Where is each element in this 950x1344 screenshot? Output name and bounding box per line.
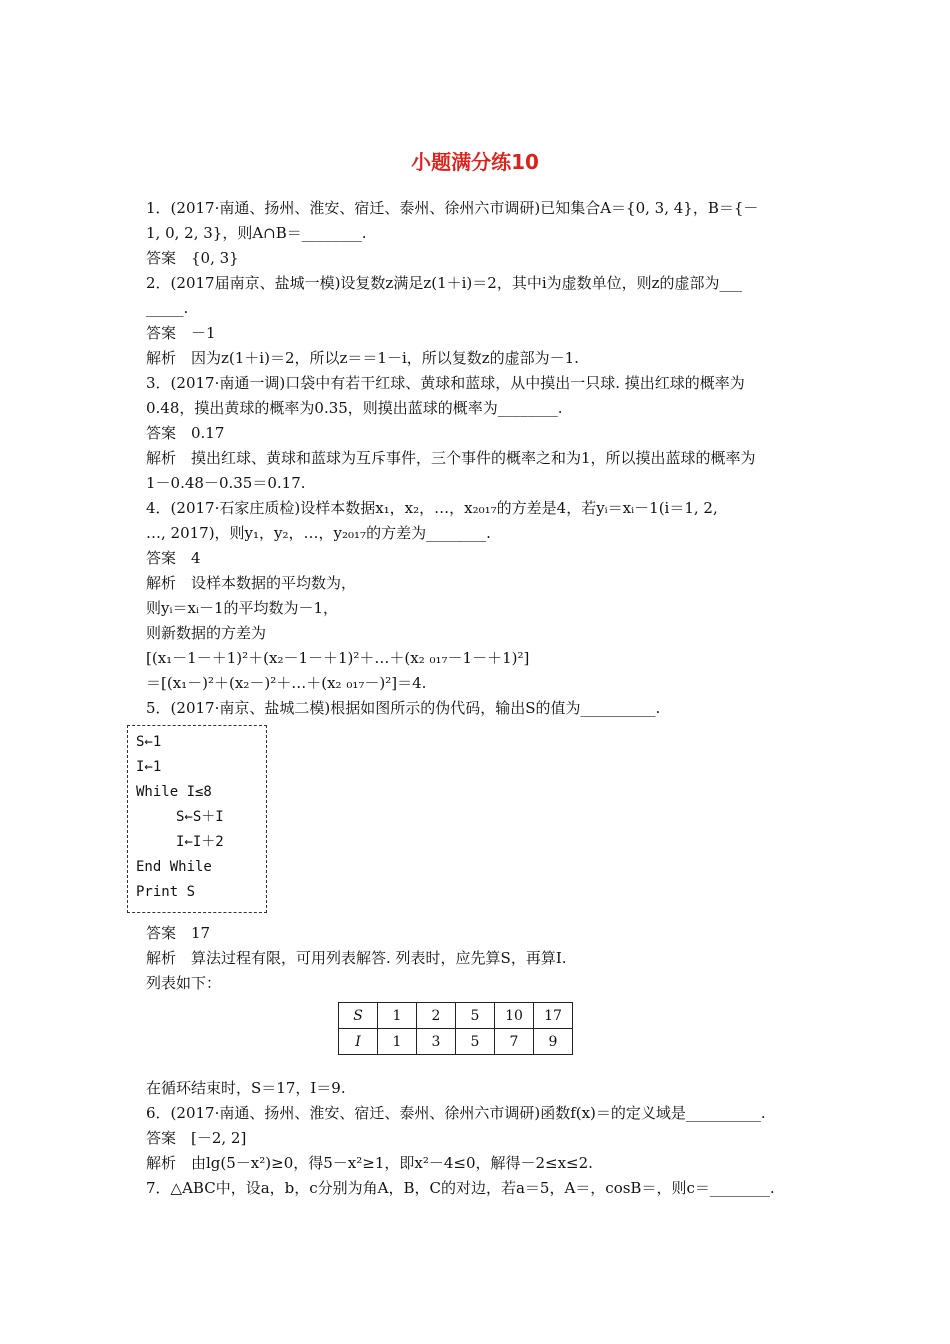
- text-line: _____.: [146, 299, 189, 317]
- table-cell: 5: [456, 1029, 495, 1055]
- block-questions-1-5: [146, 196, 814, 721]
- answer-line: 答案 {0, 3}: [146, 249, 239, 267]
- table-cell: 3: [417, 1029, 456, 1055]
- text-line: 1－0.48－0.35＝0.17.: [146, 474, 306, 492]
- text-line: 则yᵢ＝xᵢ－1的平均数为－1，: [146, 599, 339, 617]
- text-line: 4．(2017·石家庄质检)设样本数据x₁，x₂，…，x₂₀₁₇的方差是4，若yᵢ＝xᵢ－1(i＝1, 2,: [146, 499, 718, 517]
- answer-line: 答案 0.17: [146, 424, 225, 442]
- table-cell: 5: [456, 1003, 495, 1029]
- table-cell: 1: [378, 1029, 417, 1055]
- analysis-line: 解析 摸出红球、黄球和蓝球为互斥事件，三个事件的概率之和为1，所以摸出蓝球的概率为: [146, 449, 756, 467]
- table-row: [339, 1003, 573, 1029]
- analysis-line: 解析 算法过程有限，可用列表解答. 列表时，应先算S，再算I.: [146, 949, 567, 967]
- table-row: [339, 1029, 573, 1055]
- code-line: While I≤8: [136, 784, 212, 800]
- table-cell: 2: [417, 1003, 456, 1029]
- text-line: 则新数据的方差为: [146, 624, 267, 642]
- code-line: End While: [136, 859, 212, 875]
- pseudocode-box: [127, 725, 267, 913]
- text-line: 5．(2017·南京、盐城二模)根据如图所示的伪代码，输出S的值为__________.: [146, 699, 661, 717]
- answer-line: 答案 17: [146, 924, 211, 942]
- table-cell: I: [339, 1029, 378, 1055]
- text-line: 1, 0, 2, 3}，则A∩B＝________.: [146, 224, 367, 242]
- values-table: [338, 1002, 573, 1055]
- table-cell: 10: [495, 1003, 534, 1029]
- table-cell: 7: [495, 1029, 534, 1055]
- code-line: Print S: [136, 884, 196, 900]
- text-line: 在循环结束时，S＝17，I＝9.: [146, 1079, 346, 1097]
- answer-line: 答案 4: [146, 549, 201, 567]
- answer-line: 答案 －1: [146, 324, 216, 342]
- text-line: 0.48，摸出黄球的概率为0.35，则摸出蓝球的概率为________.: [146, 399, 563, 417]
- text-line: 列表如下：: [146, 974, 222, 992]
- analysis-line: 解析 由lg(5－x²)≥0，得5－x²≥1，即x²－4≤0，解得－2≤x≤2.: [146, 1154, 593, 1172]
- text-line: 2．(2017届南京、盐城一模)设复数z满足z(1＋i)＝2，其中i为虚数单位，则z的虚部为___: [146, 274, 743, 292]
- table-cell: 17: [534, 1003, 573, 1029]
- text-line: 6．(2017·南通、扬州、淮安、宿迁、泰州、徐州六市调研)函数f(x)＝的定义域是__________.: [146, 1104, 766, 1122]
- answer-line: 答案 [－2, 2]: [146, 1129, 247, 1147]
- table-cell: 1: [378, 1003, 417, 1029]
- table-cell: 9: [534, 1029, 573, 1055]
- block-answer-5: [146, 921, 814, 996]
- code-line: I←I＋2: [176, 834, 224, 850]
- text-line: 1．(2017·南通、扬州、淮安、宿迁、泰州、徐州六市调研)已知集合A＝{0, 3, 4}，B＝{－: [146, 199, 759, 217]
- text-line: …, 2017)，则y₁，y₂，…，y₂₀₁₇的方差为________.: [146, 524, 491, 542]
- analysis-line: 解析 设样本数据的平均数为，: [146, 574, 357, 592]
- values-table-wrap: [146, 1002, 814, 1058]
- formula-line: ＝[(x₁－)²＋(x₂－)²＋…＋(x₂ ₀₁₇－)²]＝4.: [146, 674, 427, 692]
- code-line: S←S＋I: [176, 809, 224, 825]
- text-line: 3．(2017·南通一调)口袋中有若干红球、黄球和蓝球，从中摸出一只球. 摸出红球的概率为: [146, 374, 745, 392]
- page-title: 小题满分练10: [411, 150, 539, 174]
- code-line: I←1: [136, 759, 162, 775]
- block-questions-6-7: [146, 1076, 814, 1201]
- formula-line: [(x₁－1－＋1)²＋(x₂－1－＋1)²＋…＋(x₂ ₀₁₇－1－＋1)²]: [146, 649, 530, 667]
- table-cell: S: [339, 1003, 378, 1029]
- text-line: 7．△ABC中，设a，b，c分别为角A，B，C的对边，若a＝5，A＝，cosB＝，则c＝________.: [146, 1179, 775, 1197]
- code-line: S←1: [136, 734, 162, 750]
- analysis-line: 解析 因为z(1＋i)＝2，所以z＝＝1－i，所以复数z的虚部为－1.: [146, 349, 579, 367]
- document-body: [136, 196, 814, 1201]
